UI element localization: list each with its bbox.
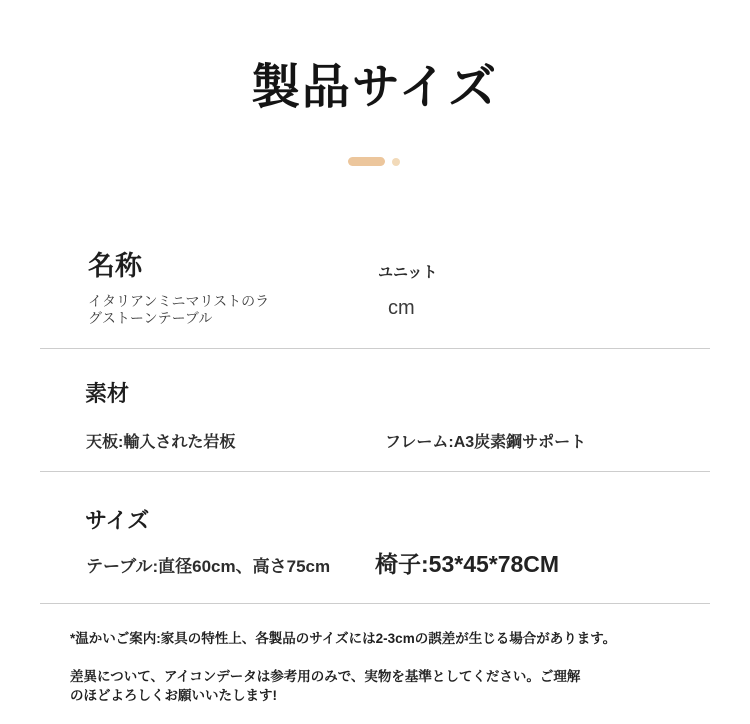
footnote-tolerance: *温かいご案内:家具の特性上、各製品のサイズには2-3cmの誤差が生じる場合があります。 — [70, 631, 617, 646]
unit-label: ユニット — [378, 264, 438, 281]
material-frame-text: フレーム:A3炭素鋼サポート — [385, 434, 587, 451]
accent-dot-icon — [392, 158, 400, 166]
page-title: 製品サイズ — [251, 61, 499, 114]
size-table-text: テーブル:直径60cm、高さ75cm — [86, 557, 331, 576]
unit-value: cm — [388, 297, 415, 319]
section-divider — [40, 348, 710, 349]
material-top-panel-text: 天板:輸入された岩板 — [86, 434, 236, 451]
size-chair-text: 椅子:53*45*78CM — [375, 551, 560, 577]
section-heading-name: 名称 — [88, 251, 142, 281]
section-divider — [40, 603, 710, 604]
product-name-text: イタリアンミニマリストのラグストーンテーブル — [88, 293, 270, 326]
section-divider — [40, 471, 710, 472]
accent-pill-icon — [348, 157, 385, 166]
title-underline-decoration — [348, 157, 400, 166]
section-heading-material: 素材 — [85, 381, 130, 406]
section-heading-size: サイズ — [85, 508, 150, 533]
footnote-disclaimer: 差異について、アイコンデータは参考用のみで、実物を基準としてください。ご理解のほどよろしくお願いいたします! — [70, 669, 581, 703]
